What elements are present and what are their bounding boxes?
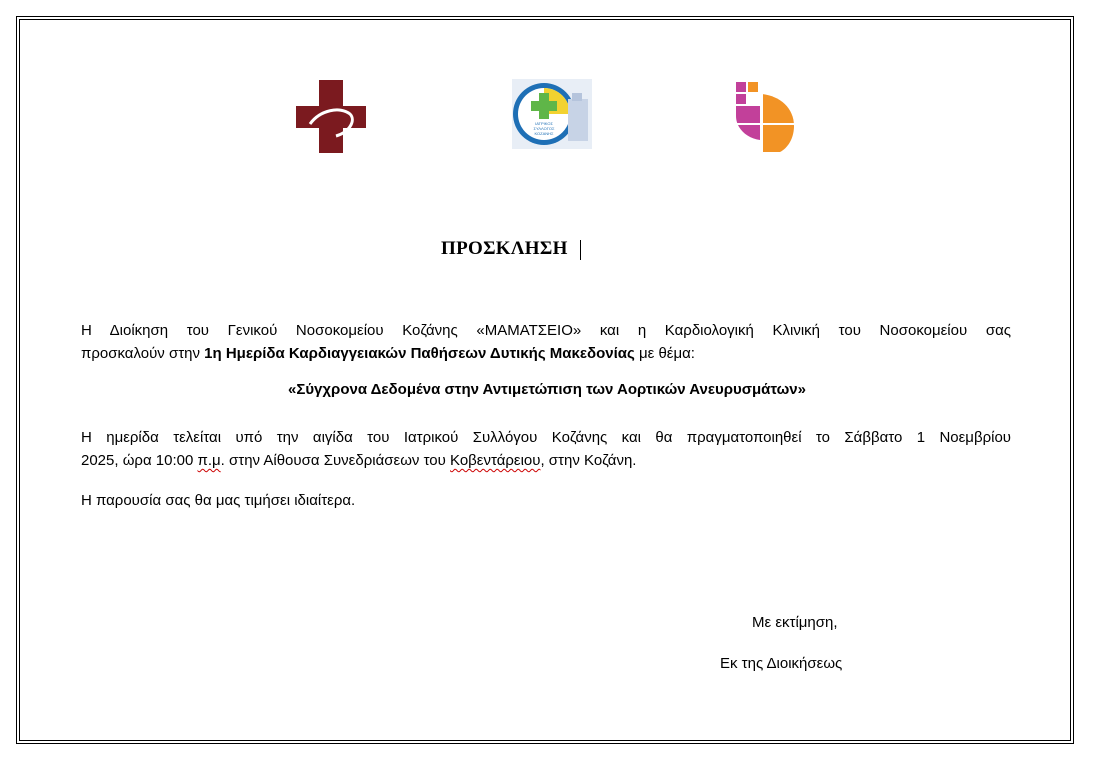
invitation-line-2-pre: προσκαλούν στην (81, 345, 205, 362)
spellcheck-word-pm: π.μ (197, 452, 221, 469)
document-title: ΠΡΟΣΚΛΗΣΗ (441, 238, 568, 259)
svg-text:ΚΟΖΑΝΗΣ: ΚΟΖΑΝΗΣ (534, 131, 554, 136)
hospital-logo-icon (296, 80, 366, 153)
invitation-paragraph (81, 319, 1011, 365)
honor-paragraph: Η παρουσία σας θα μας τιμήσει ιδιαίτερα. (81, 492, 356, 509)
details-city: , στην Κοζάνη. (540, 452, 637, 469)
invitation-line-2-post: με θέμα: (634, 345, 695, 362)
medical-association-seal-icon (512, 79, 592, 149)
details-date-time: 2025, ώρα 10:00 (81, 452, 198, 469)
closing-salutation: Με εκτίμηση, (752, 614, 838, 631)
svg-text:ΙΑΤΡΙΚΟΣ: ΙΑΤΡΙΚΟΣ (535, 121, 553, 126)
invitation-line-1: Η Διοίκηση του Γενικού Νοσοκομείου Κοζάνης «ΜΑΜΑΤΣΕΙΟ» και η Καρδιολογική Κλινική του Νοσοκομείου σας (81, 322, 1011, 339)
details-line-1: Η ημερίδα τελείται υπό την αιγίδα του Ιατρικού Συλλόγου Κοζάνης και θα πραγματοποιηθεί το Σάββατο 1 Νοεμβρίου (81, 429, 1011, 446)
text-cursor (580, 240, 581, 260)
cardiology-logo-icon (736, 82, 794, 152)
signature-line: Εκ της Διοικήσεως (720, 655, 843, 672)
details-venue: . στην Αίθουσα Συνεδριάσεων του (220, 452, 450, 469)
spellcheck-word-place: Κοβεντάρειου (450, 452, 541, 469)
event-name: 1η Ημερίδα Καρδιαγγειακών Παθήσεων Δυτικής Μακεδονίας (204, 345, 635, 362)
event-subject: «Σύγχρονα Δεδομένα στην Αντιμετώπιση των Αορτικών Ανευρυσμάτων» (287, 381, 806, 398)
details-paragraph (81, 426, 1011, 472)
svg-text:ΣΥΛΛΟΓΟΣ: ΣΥΛΛΟΓΟΣ (533, 126, 555, 131)
